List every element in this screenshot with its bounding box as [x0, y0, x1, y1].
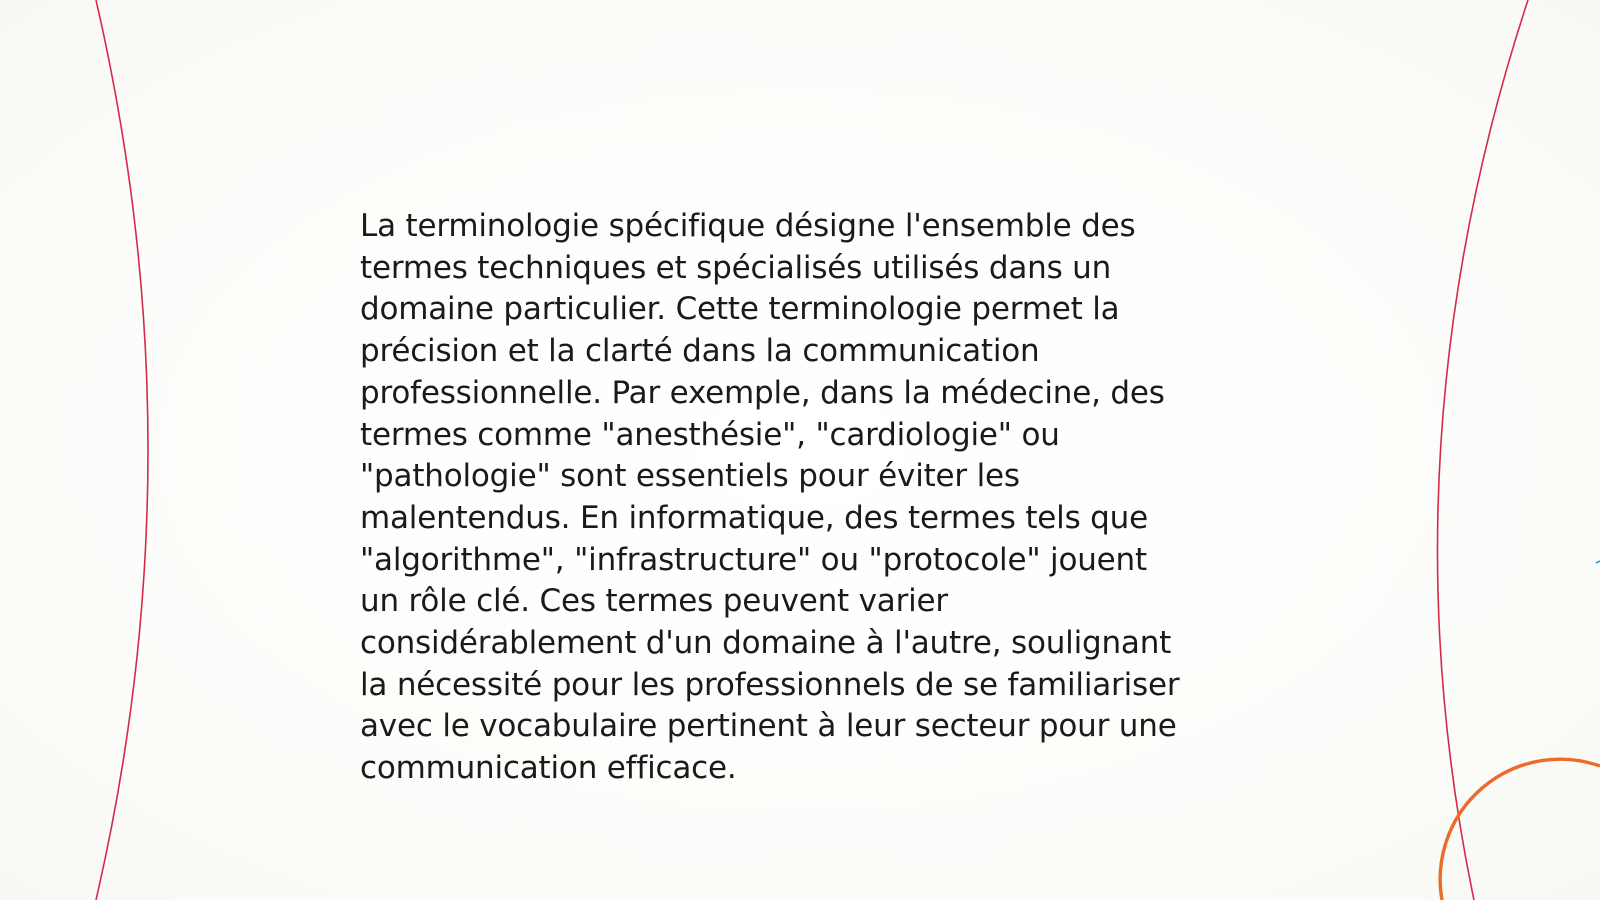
- left-arc-line-icon: [96, 0, 148, 900]
- paragraph-line: précision et la clarté dans la communication: [360, 333, 1040, 370]
- paragraph-line: malentendus. En informatique, des termes tels que: [360, 499, 1148, 536]
- paragraph-line: considérablement d'un domaine à l'autre, soulignant: [360, 625, 1172, 662]
- paragraph-line: La terminologie spécifique désigne l'ensemble des: [360, 208, 1136, 244]
- orange-circle-arc-icon: [1440, 759, 1600, 900]
- body-paragraph: [360, 206, 1260, 790]
- paragraph-line: domaine particulier. Cette terminologie permet la: [360, 291, 1120, 328]
- paragraph-line: professionnelle. Par exemple, dans la médecine, des: [360, 374, 1165, 411]
- right-arc-line-icon: [1437, 0, 1528, 900]
- paragraph-line: avec le vocabulaire pertinent à leur secteur pour une: [360, 708, 1177, 745]
- paragraph-line: "algorithme", "infrastructure" ou "protocole" jouent: [360, 541, 1147, 578]
- paragraph-line: termes techniques et spécialisés utilisés dans un: [360, 249, 1112, 286]
- paragraph-line: termes comme "anesthésie", "cardiologie" ou: [360, 416, 1060, 453]
- paragraph-line: un rôle clé. Ces termes peuvent varier: [360, 583, 948, 620]
- blue-tick-mark-icon: [1596, 561, 1600, 563]
- paragraph-line: la nécessité pour les professionnels de se familiariser: [360, 666, 1180, 703]
- paragraph-line: communication efficace.: [360, 750, 737, 787]
- paragraph-line: "pathologie" sont essentiels pour éviter les: [360, 458, 1020, 495]
